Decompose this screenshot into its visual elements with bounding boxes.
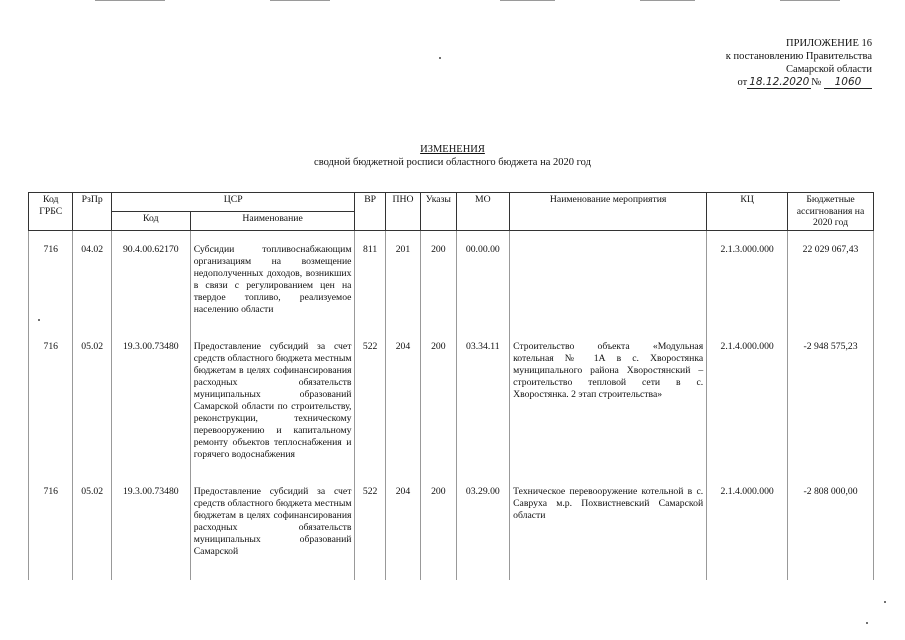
header-csr: ЦСР — [111, 193, 355, 212]
scan-speck — [884, 601, 886, 603]
handwritten-number: 1060 — [824, 77, 872, 89]
table-row — [29, 338, 874, 483]
cell-amount: -2 808 000,00 — [788, 483, 874, 580]
header-csr-code: Код — [111, 211, 190, 230]
cell-rzpr: 04.02 — [73, 241, 111, 338]
scan-artifact — [500, 0, 555, 1]
header-ukazy: Указы — [421, 193, 456, 231]
cell-ukazy: 200 — [421, 483, 456, 580]
scan-speck — [439, 57, 441, 59]
document-title: ИЗМЕНЕНИЯ — [420, 144, 485, 155]
cell-grbs: 716 — [29, 241, 73, 338]
appendix-title: ПРИЛОЖЕНИЕ 16 — [786, 38, 872, 49]
scan-speck — [866, 622, 868, 624]
cell-mo: 03.34.11 — [456, 338, 510, 483]
scan-artifact — [780, 0, 840, 1]
cell-kc: 2.1.4.000.000 — [707, 338, 788, 483]
header-mo: МО — [456, 193, 510, 231]
cell-mo: 03.29.00 — [456, 483, 510, 580]
header-grbs: Код ГРБС — [29, 193, 73, 231]
document-title-block — [0, 143, 905, 169]
table-row — [29, 483, 874, 580]
date-prefix: от — [737, 77, 748, 88]
cell-pno: 201 — [385, 241, 420, 338]
cell-rzpr: 05.02 — [73, 483, 111, 580]
appendix-resolution-line: к постановлению Правительства — [725, 51, 872, 62]
cell-mo: 00.00.00 — [456, 241, 510, 338]
header-csr-name: Наименование — [190, 211, 355, 230]
cell-ukazy: 200 — [421, 241, 456, 338]
cell-pno: 204 — [385, 483, 420, 580]
cell-csr-code: 90.4.00.62170 — [111, 241, 190, 338]
cell-ukazy: 200 — [421, 338, 456, 483]
cell-event-name: Техническое перевооружение котельной в с. Савруха м.р. Похвистневский Самарской области — [510, 483, 707, 580]
handwritten-date: 18.12.2020 — [749, 76, 810, 88]
table-row — [29, 241, 874, 338]
cell-event-name — [510, 241, 707, 338]
cell-amount: 22 029 067,43 — [788, 241, 874, 338]
scan-artifact — [640, 0, 695, 1]
document-subtitle: сводной бюджетной росписи областного бюджета на 2020 год — [314, 157, 591, 168]
cell-csr-name: Субсидии топливоснабжающим организациям на возмещение недополученных доходов, возникших в связи с регулированием цен на твердое топливо, реализуемое населению области — [190, 241, 355, 338]
budget-changes-table — [28, 192, 874, 580]
cell-grbs: 716 — [29, 338, 73, 483]
appendix-date-line — [726, 76, 872, 89]
cell-amount: -2 948 575,23 — [788, 338, 874, 483]
cell-vr: 522 — [355, 483, 385, 580]
header-rzpr: РзПр — [73, 193, 111, 231]
appendix-region-line: Самарской области — [786, 64, 872, 75]
cell-kc: 2.1.3.000.000 — [707, 241, 788, 338]
cell-csr-code: 19.3.00.73480 — [111, 483, 190, 580]
scan-artifact — [95, 0, 165, 1]
header-pno: ПНО — [385, 193, 420, 231]
cell-grbs: 716 — [29, 483, 73, 580]
cell-csr-name: Предоставление субсидий за счет средств областного бюджета местным бюджетам в целях софинансирования расходных обязательств муниципальных образований Самарской — [190, 483, 355, 580]
cell-rzpr: 05.02 — [73, 338, 111, 483]
cell-vr: 522 — [355, 338, 385, 483]
number-sign: № — [811, 77, 822, 88]
header-event-name: Наименование мероприятия — [510, 193, 707, 231]
cell-vr: 811 — [355, 241, 385, 338]
cell-csr-code: 19.3.00.73480 — [111, 338, 190, 483]
appendix-header — [726, 37, 872, 89]
header-vr: ВР — [355, 193, 385, 231]
cell-pno: 204 — [385, 338, 420, 483]
header-allocations: Бюджетные ассигнования на 2020 год — [788, 193, 874, 231]
table-header — [29, 193, 874, 231]
header-kc: КЦ — [707, 193, 788, 231]
cell-kc: 2.1.4.000.000 — [707, 483, 788, 580]
scan-artifact — [270, 0, 330, 1]
cell-event-name: Строительство объекта «Модульная котельная № 1А в с. Хворостянка муниципального района Хворостянский – строительство тепловой сети в с. Хворостянка. 2 этап строительства» — [510, 338, 707, 483]
cell-csr-name: Предоставление субсидий за счет средств областного бюджета местным бюджетам в целях софинансирования расходных обязательств муниципальных образований Самарской области по строительству, реконструкции, техническому перевооружению и капитальному ремонту объектов теплоснабжения и горячего водоснабжения — [190, 338, 355, 483]
